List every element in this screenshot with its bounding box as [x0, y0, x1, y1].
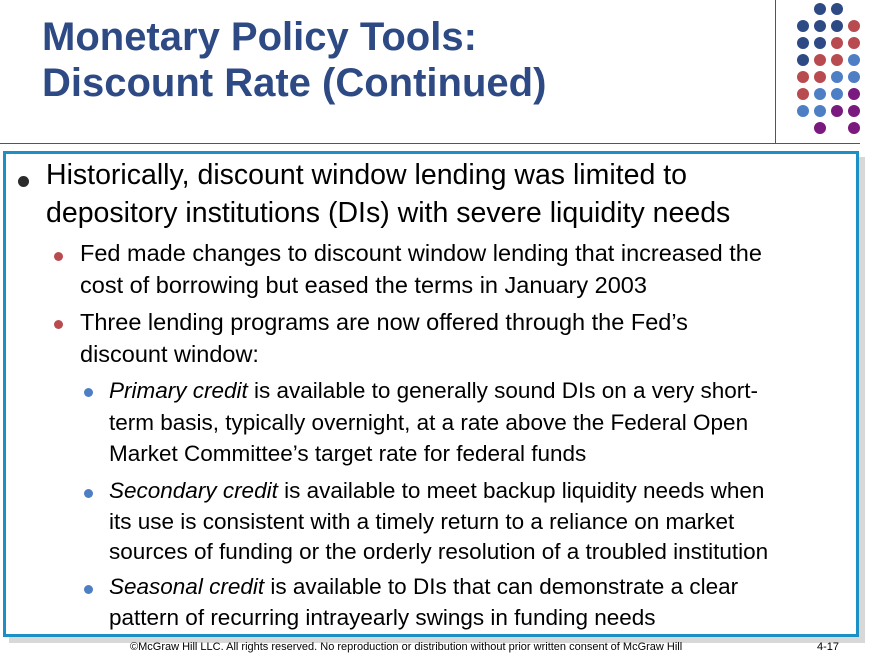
bullet-1-1-line-2: cost of borrowing but eased the terms in January 2003	[80, 272, 647, 298]
decorative-dot	[814, 20, 826, 32]
decorative-dot	[848, 20, 860, 32]
decorative-dot	[848, 88, 860, 100]
decorative-dot	[797, 20, 809, 32]
decorative-dot	[831, 3, 843, 15]
bullet-1-line-1: Historically, discount window lending was limited to	[46, 159, 687, 191]
decorative-dot	[814, 105, 826, 117]
decorative-dot-grid	[795, 2, 874, 130]
secondary-credit-line-1	[109, 475, 764, 506]
decorative-dot	[797, 71, 809, 83]
secondary-credit-term: Secondary credit	[109, 478, 278, 503]
seasonal-credit-term: Seasonal credit	[109, 574, 265, 599]
decorative-dot	[814, 37, 826, 49]
seasonal-credit-line-1	[109, 571, 738, 602]
title-horizontal-divider	[0, 143, 860, 144]
slide-title	[42, 14, 546, 106]
decorative-dot	[797, 54, 809, 66]
decorative-dot	[814, 54, 826, 66]
primary-credit-line-1	[109, 375, 758, 406]
seasonal-credit-line-1-text: is available to DIs that can demonstrate a clear	[264, 574, 739, 599]
decorative-dot	[814, 122, 826, 134]
decorative-dot	[848, 37, 860, 49]
decorative-dot	[831, 20, 843, 32]
secondary-credit-line-3: sources of funding or the orderly resolution of a troubled institution	[109, 539, 769, 564]
decorative-dot	[848, 122, 860, 134]
secondary-credit-line-1-text: is available to meet backup liquidity needs when	[277, 478, 765, 503]
decorative-dot	[848, 54, 860, 66]
bullet-1-2-line-1: Three lending programs are now offered through the Fed’s	[80, 309, 688, 335]
decorative-dot	[848, 105, 860, 117]
seasonal-credit-line-2: pattern of recurring intrayearly swings in funding needs	[109, 605, 656, 630]
decorative-dot	[831, 54, 843, 66]
decorative-dot	[814, 88, 826, 100]
title-vertical-divider	[775, 0, 776, 144]
decorative-dot	[848, 71, 860, 83]
sub-bullet-dot-icon	[54, 320, 63, 329]
sub-bullet-dot-icon	[54, 252, 63, 261]
sub-sub-bullet-dot-icon	[84, 585, 93, 594]
slide-title-line-1: Monetary Policy Tools:	[42, 15, 477, 59]
primary-credit-term: Primary credit	[109, 378, 248, 403]
bullet-1-1-line-1: Fed made changes to discount window lending that increased the	[80, 240, 762, 266]
sub-sub-bullet-dot-icon	[84, 388, 93, 397]
slide-footer	[0, 640, 874, 655]
sub-sub-bullet-dot-icon	[84, 489, 93, 498]
primary-credit-line-2: term basis, typically overnight, at a rate above the Federal Open	[109, 410, 749, 435]
bullet-dot-icon	[18, 176, 29, 187]
decorative-dot	[831, 105, 843, 117]
decorative-dot	[814, 71, 826, 83]
copyright-notice: ©McGraw Hill LLC. All rights reserved. No reproduction or distribution without prior written consent of McGraw Hill	[130, 641, 683, 653]
page-number: 4-17	[817, 641, 840, 653]
decorative-dot	[831, 71, 843, 83]
primary-credit-line-1-text: is available to generally sound DIs on a very short-	[247, 378, 759, 403]
decorative-dot	[797, 105, 809, 117]
bullet-1-2-line-2: discount window:	[80, 341, 259, 367]
decorative-dot	[797, 88, 809, 100]
slide-title-line-2: Discount Rate (Continued)	[42, 61, 547, 105]
decorative-dot	[831, 88, 843, 100]
bullet-1-line-2: depository institutions (DIs) with severe liquidity needs	[46, 197, 731, 229]
decorative-dot	[831, 37, 843, 49]
secondary-credit-line-2: its use is consistent with a timely return to a reliance on market	[109, 509, 735, 534]
decorative-dot	[814, 3, 826, 15]
primary-credit-line-3: Market Committee’s target rate for federal funds	[109, 441, 587, 466]
decorative-dot	[797, 37, 809, 49]
